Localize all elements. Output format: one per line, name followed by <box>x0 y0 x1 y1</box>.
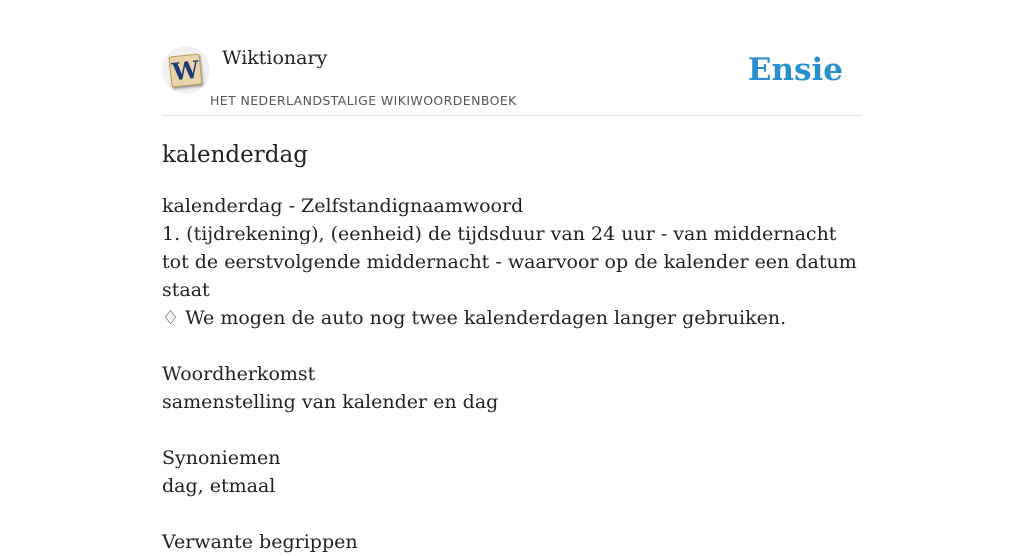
entry-content <box>162 192 862 556</box>
ensie-brand-link[interactable]: Ensie <box>747 52 843 88</box>
section-spacer <box>162 416 862 444</box>
example-text: ♢ We mogen de auto nog twee kalenderdagen langer gebruiken. <box>162 307 787 329</box>
logo-letter: W <box>170 54 201 87</box>
definition-text: 1. (tijdrekening), (eenheid) de tijdsduur van 24 uur - van middernacht tot de eerstvolgende middernacht - waarvoor op de kalender een datum staat <box>162 223 857 301</box>
synonyms-heading: Synoniemen <box>162 447 281 469</box>
page-container <box>162 0 862 553</box>
word-type-line: kalenderdag - Zelfstandignaamwoord <box>162 195 524 217</box>
etymology-text: samenstelling van kalender en dag <box>162 391 499 413</box>
etymology-heading: Woordherkomst <box>162 363 316 385</box>
logo-tile <box>168 53 202 87</box>
page-title: kalenderdag <box>162 142 308 168</box>
wiktionary-logo-icon[interactable] <box>162 46 210 94</box>
site-title[interactable]: Wiktionary <box>222 47 328 69</box>
site-subtitle: HET NEDERLANDSTALIGE WIKIWOORDENBOEK <box>210 93 517 108</box>
related-heading: Verwante begrippen <box>162 531 358 553</box>
site-header <box>162 0 862 116</box>
section-spacer <box>162 332 862 360</box>
synonyms-text: dag, etmaal <box>162 475 276 497</box>
section-spacer <box>162 500 862 528</box>
